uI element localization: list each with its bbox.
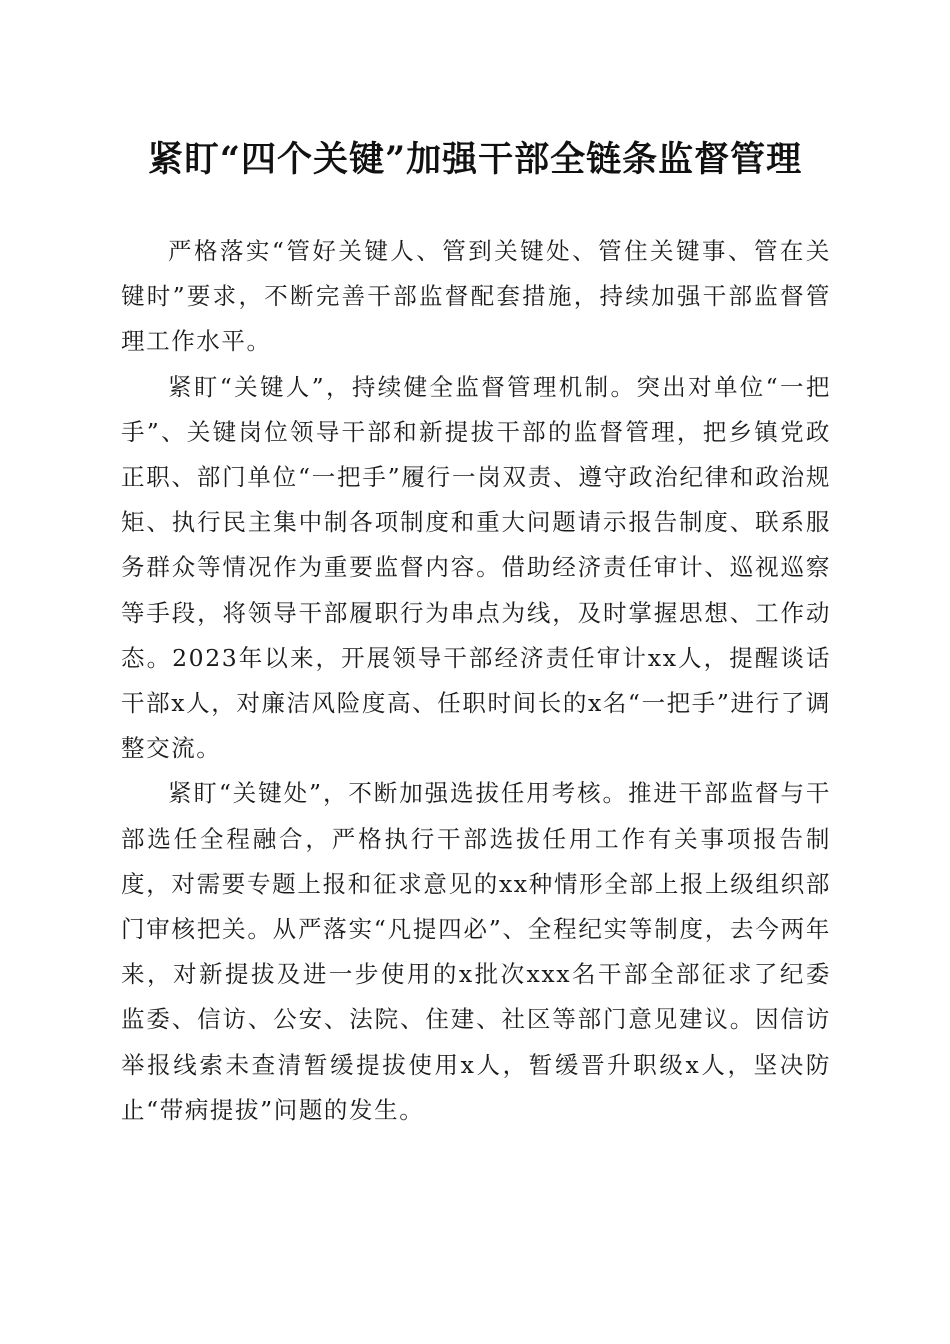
paragraph-intro: 严格落实“管好关键人、管到关键处、管住关键事、管在关键时”要求，不断完善干部监督配套措施，持续加强干部监督管理工作水平。 [121,237,831,356]
paragraph-key-people: 紧盯“关键人”，持续健全监督管理机制。突出对单位“一把手”、关键岗位领导干部和新提拔干部的监督管理，把乡镇党政正职、部门单位“一把手”履行一岗双责、遵守政治纪律和政治规矩、执行民主集中制各项制度和重大问题请示报告制度、联系服务群众等情况作为重要监督内容。借助经济责任审计、巡视巡察等手段，将领导干部履职行为串点为线，及时掌握思想、工作动态。2023年以来，开展领导干部经济责任审计xx人，提醒谈话干部x人，对廉洁风险度高、任职时间长的x名“一把手”进行了调整交流。 [121,372,831,763]
document-title: 紧盯“四个关键”加强干部全链条监督管理 [147,139,803,180]
paragraph-key-positions: 紧盯“关键处”，不断加强选拔任用考核。推进干部监督与干部选任全程融合，严格执行干部选拔任用工作有关事项报告制度，对需要专题上报和征求意见的xx种情形全部上报上级组织部门审核把关。从严落实“凡提四必”、全程纪实等制度，去今两年来，对新提拔及进一步使用的x批次xxx名干部全部征求了纪委监委、信访、公安、法院、住建、社区等部门意见建议。因信访举报线索未查清暂缓提拔使用x人，暂缓晋升职级x人，坚决防止“带病提拔”问题的发生。 [121,779,831,1124]
document-body [121,229,831,1133]
